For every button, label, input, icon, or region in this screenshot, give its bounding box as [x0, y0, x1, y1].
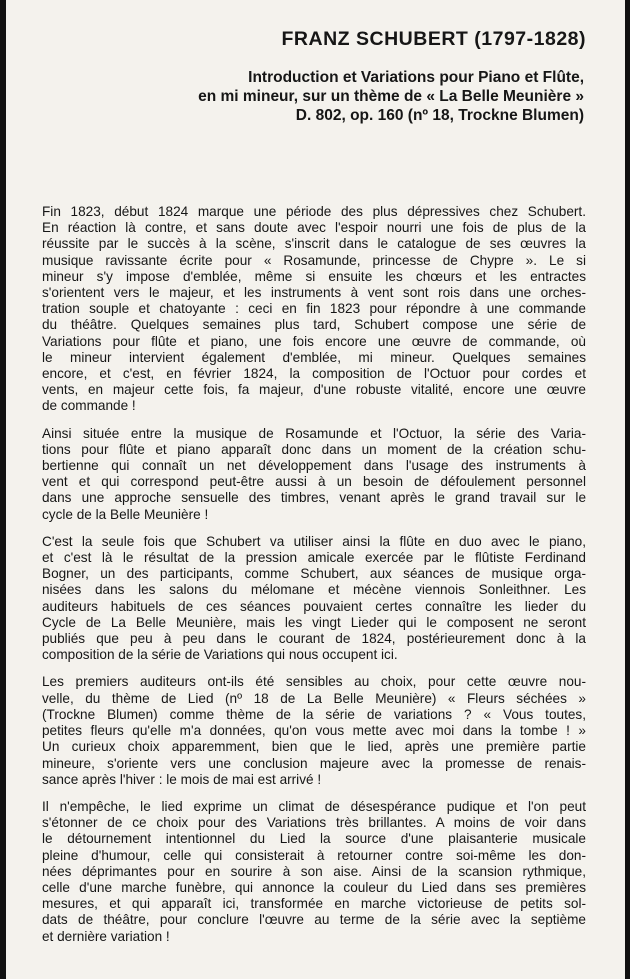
text-line: Bogner, un des participants, comme Schubert, aux séances de musique orga- [42, 566, 586, 582]
work-title-line: en mi mineur, sur un thème de « La Belle Meunière » [198, 88, 584, 105]
work-title-line: D. 802, op. 160 (nº 18, Trockne Blumen) [295, 107, 584, 124]
text-line: encore, et c'est, en février 1824, la composition de l'Octuor pour cordes et [42, 366, 586, 382]
text-line: Ainsi située entre la musique de Rosamunde et l'Octuor, la série des Varia- [42, 425, 586, 441]
text-line: auditeurs habituels de ces séances pouvaient certes connaître les lieder du [42, 598, 586, 614]
text-line: Cycle de La Belle Meunière, mais les vingt Lieder qui le composent ne seront [42, 614, 586, 630]
text-line: C'est la seule fois que Schubert va utiliser ainsi la flûte en duo avec le piano, [42, 533, 586, 549]
text-line: et dernière variation ! [42, 928, 170, 944]
text-line: nisées dans les salons du mélomane et mécène viennois Sonleithner. Les [42, 582, 586, 598]
text-line: mesures, et qui apparaît ici, transformée en marche victorieuse de petits sol- [42, 896, 586, 912]
paragraph-1 [42, 204, 586, 415]
text-line: pleine d'humour, celle qui consisterait à retourner contre soi-même les don- [42, 847, 586, 863]
text-line: dans une approche sensuelle des timbres, venant après le grand travail sur le [42, 490, 586, 506]
text-line: mineure, s'oriente vers une conclusion majeure avec la promesse de renais- [42, 755, 586, 771]
text-line: Il n'empêche, le lied exprime un climat de désespérance pudique et l'on peut [42, 798, 586, 814]
text-line: tions pour flûte et piano apparaît donc dans un moment de la création schu- [42, 441, 586, 457]
text-line: celle d'une marche funèbre, qui annonce la couleur du Lied dans ses premières [42, 879, 586, 895]
text-line: et c'est là le résultat de la pression amicale exercée par le flûtiste Ferdinand [42, 550, 586, 566]
text-line: vents, en majeur cette fois, fa majeur, d'une robuste vitalité, encore une œuvre [42, 382, 586, 398]
composer-heading: FRANZ SCHUBERT (1797-1828) [281, 28, 586, 50]
text-line: de commande ! [42, 398, 136, 414]
scan-edge-right [625, 0, 630, 979]
text-line: Un curieux choix apparemment, bien que le lied, après une première partie [42, 739, 586, 755]
scan-edge-left [0, 0, 6, 979]
paragraph-5 [42, 799, 586, 945]
work-title [198, 68, 584, 125]
text-line: velle, du thème de Lied (nº 18 de La Belle Meunière) « Fleurs séchées » [42, 690, 586, 706]
text-line: publiés que peu à peu dans le courant de 1824, postérieurement donc à la [42, 631, 586, 647]
text-line: réussite par le succès à la scène, s'inscrit dans le catalogue de ses œuvres la [42, 236, 586, 252]
text-line: En réaction là contre, et sans doute avec l'espoir nourri une fois de plus de la [42, 220, 586, 236]
text-line: cycle de la Belle Meunière ! [42, 506, 209, 522]
text-line: le détournement intentionnel du Lied la source d'une plaisanterie musicale [42, 831, 586, 847]
text-line: s'étonner de ce choix pour des Variations très brillantes. A moins de voir dans [42, 815, 586, 831]
text-line: tration souple et chatoyante : ceci en fin 1823 pour répondre à une commande [42, 301, 586, 317]
paragraph-2 [42, 426, 586, 523]
text-line: mineur s'y impose d'emblée, même si ensuite les chœurs et les entractes [42, 268, 586, 284]
liner-notes-body [42, 204, 586, 956]
text-line: Variations pour flûte et piano, une fois encore une œuvre de commande, où [42, 333, 586, 349]
text-line: Fin 1823, début 1824 marque une période des plus dépressives chez Schubert. [42, 204, 586, 219]
text-line: le mineur intervient également d'emblée, mi mineur. Quelques semaines [42, 349, 586, 365]
work-title-line: Introduction et Variations pour Piano et Flûte, [248, 69, 584, 86]
text-line: musique ravissante écrite pour « Rosamunde, princesse de Chypre ». Le si [42, 252, 586, 268]
text-line: s'orientent vers le majeur, et les instruments à vent sont rois dans une orches- [42, 285, 586, 301]
text-line: petites fleurs qu'elle m'a données, qu'on vous mette avec moi dans la tombe ! » [42, 723, 586, 739]
text-line: vent et qui correspond peut-être aussi à un besoin de défoulement personnel [42, 474, 586, 490]
paragraph-3 [42, 534, 586, 664]
text-line: bertienne qui connaît un net développement dans l'usage des instruments à [42, 458, 586, 474]
text-line: Les premiers auditeurs ont-ils été sensibles au choix, pour cette œuvre nou- [42, 674, 586, 690]
text-line: (Trockne Blumen) comme thème de la série de variations ? « Vous toutes, [42, 706, 586, 722]
text-line: nées déprimantes pour en sourire à son aise. Ainsi de la scansion rythmique, [42, 863, 586, 879]
text-line: sance après l'hiver : le mois de mai est arrivé ! [42, 771, 322, 787]
text-line: du théâtre. Quelques semaines plus tard, Schubert compose une série de [42, 317, 586, 333]
text-line: composition de la série de Variations qui nous occupent ici. [42, 647, 398, 663]
paragraph-4 [42, 674, 586, 787]
text-line: dats de théâtre, pour conclure l'œuvre au terme de la série avec la septième [42, 912, 586, 928]
